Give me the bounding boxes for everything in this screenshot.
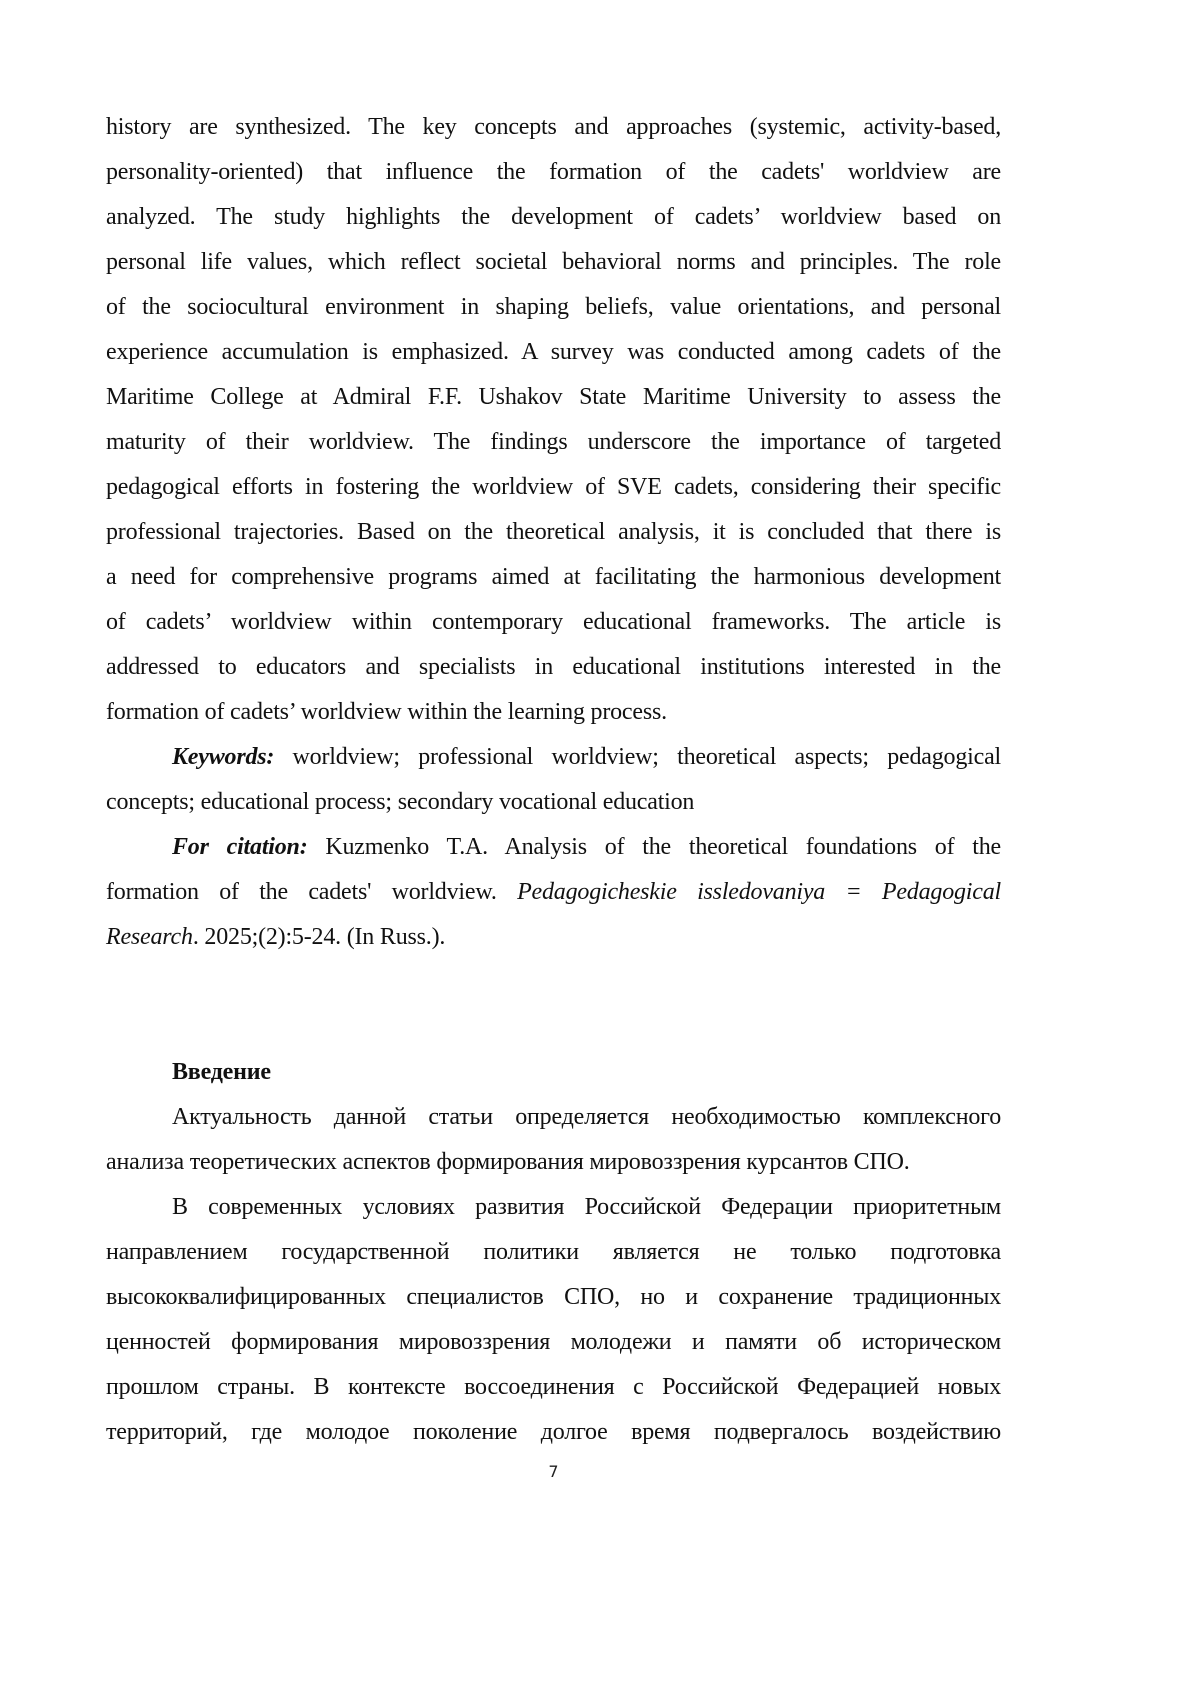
citation-text: . 2025;(2):5-24. (In Russ.). (192, 924, 446, 950)
text-line: professional trajectories. Based on the theoretical analysis, it is concluded that there is (106, 519, 1001, 545)
citation-line (106, 915, 1001, 960)
journal-title: Research (106, 924, 193, 950)
text-line: Актуальность данной статьи определяется необходимостью комплексного (172, 1104, 1001, 1130)
citation-line (106, 870, 1001, 915)
citation-text: Kuzmenko T.A. Analysis of the theoretical foundations of the (307, 834, 1001, 860)
abstract-paragraph (106, 105, 1001, 735)
text-line: of cadets’ worldview within contemporary educational frameworks. The article is (106, 609, 1001, 635)
citation-text: formation of the cadets' worldview. (106, 879, 518, 905)
text-line: personality-oriented) that influence the formation of the cadets' worldview are (106, 159, 1001, 185)
paragraph (106, 1095, 1001, 1185)
paragraph (106, 1185, 1001, 1455)
page-number: 7 (548, 1462, 559, 1481)
intro-section (106, 1095, 1001, 1455)
keywords-line (106, 735, 1001, 780)
keywords-line: concepts; educational process; secondary vocational education (106, 789, 695, 815)
text-line: a need for comprehensive programs aimed at facilitating the harmonious development (106, 564, 1001, 590)
text-line: Maritime College at Admiral F.F. Ushakov State Maritime University to assess the (106, 384, 1001, 410)
text-line: ценностей формирования мировоззрения молодежи и памяти об историческом (106, 1329, 1001, 1355)
text-line: formation of cadets’ worldview within the learning process. (106, 699, 667, 725)
section-heading: Введение (172, 1059, 271, 1085)
citation-line (106, 825, 1001, 870)
text-line: addressed to educators and specialists in educational institutions interested in the (106, 654, 1001, 680)
text-line: personal life values, which reflect societal behavioral norms and principles. The role (106, 249, 1001, 275)
text-line: высококвалифицированных специалистов СПО, но и сохранение традиционных (106, 1284, 1001, 1310)
text-line: прошлом страны. В контексте воссоединения с Российской Федерацией новых (106, 1374, 1001, 1400)
text-line: maturity of their worldview. The findings underscore the importance of targeted (106, 429, 1001, 455)
journal-title: Pedagogicheskie issledovaniya = Pedagogical (517, 879, 1001, 905)
text-line: history are synthesized. The key concepts and approaches (systemic, activity-based, (106, 114, 1001, 140)
text-line: анализа теоретических аспектов формирования мировоззрения курсантов СПО. (106, 1149, 910, 1175)
text-line: pedagogical efforts in fostering the worldview of SVE cadets, considering their specific (106, 474, 1001, 500)
keywords-label: Keywords: (172, 744, 275, 770)
text-line: experience accumulation is emphasized. A survey was conducted among cadets of the (106, 339, 1001, 365)
text-line: территорий, где молодое поколение долгое время подвергалось воздействию (106, 1419, 1001, 1445)
citation-label: For citation: (172, 834, 308, 860)
text-line: of the sociocultural environment in shaping beliefs, value orientations, and personal (106, 294, 1001, 320)
text-line: analyzed. The study highlights the development of cadets’ worldview based on (106, 204, 1001, 230)
document-page (106, 105, 1001, 1455)
text-line: В современных условиях развития Российской Федерации приоритетным (172, 1194, 1001, 1220)
text-line: направлением государственной политики является не только подготовка (106, 1239, 1001, 1265)
keywords-text: worldview; professional worldview; theoretical aspects; pedagogical (274, 744, 1001, 770)
